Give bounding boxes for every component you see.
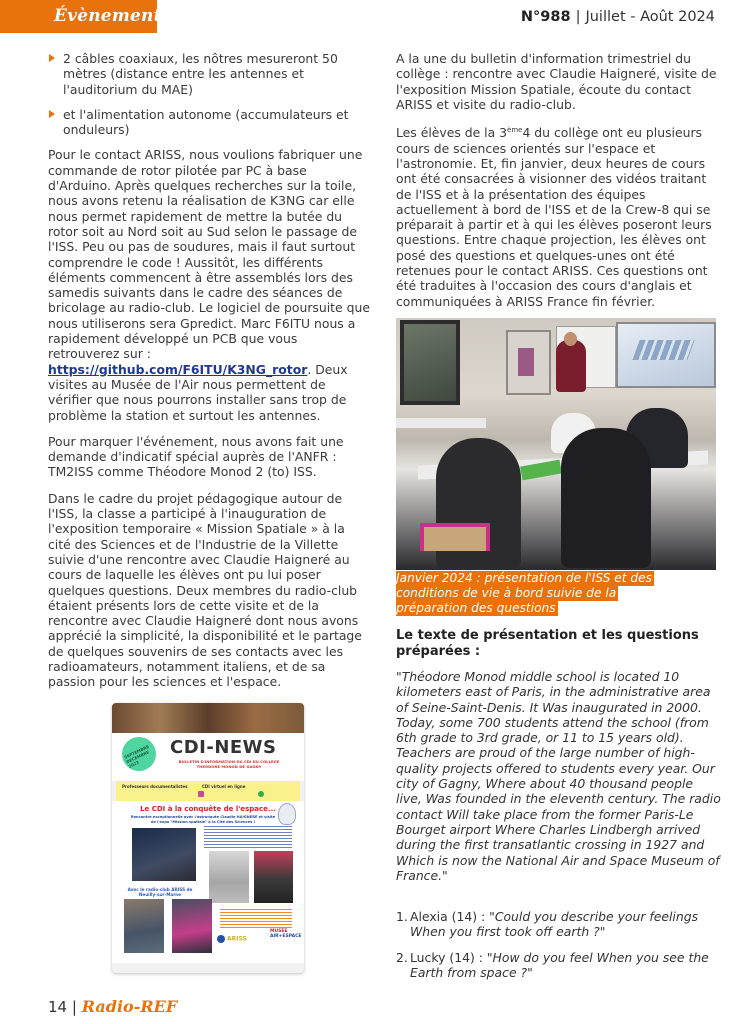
question-author: Alexia (14) : — [410, 909, 490, 924]
newsletter-title: CDI-NEWS — [170, 737, 277, 758]
question-item: 2. Lucky (14) : "How do you feel When you see the Earth from space ?" — [396, 949, 709, 980]
issue-separator: | — [575, 9, 581, 25]
newsletter-orange-text — [220, 909, 292, 929]
page-footer — [48, 997, 177, 1016]
photo-students-expo — [254, 851, 293, 903]
bullet-text: 2 câbles coaxiaux, les nôtres mesureront 50 mètres (distance entre les antennes et l'auditorium du MAE) — [63, 51, 338, 97]
issue-date: Juillet - Août 2024 — [585, 9, 715, 25]
triangle-bullet-icon — [49, 54, 55, 62]
newsletter-subheadline: Rencontre exceptionnelle avec l'astronaute Claudie HAIGNERE et visite de l'expo "Mission spatiale" à la Cité des Sciences ! — [130, 815, 276, 824]
issue-number: N°988 — [520, 9, 571, 25]
paragraph-bulletin: A la une du bulletin d'information trimestriel du collège : rencontre avec Claudie Haigneré, visite de l'exposition Mission Spatiale, écoute du contact ARISS et visite du radio-club. — [396, 51, 717, 112]
bullet-item — [48, 51, 370, 97]
photo-haignere — [132, 828, 196, 881]
iss-diagram — [632, 340, 694, 360]
question-text: "How do you feel When you see the Earth from space ?" — [410, 949, 709, 980]
questions-list — [396, 909, 722, 990]
question-text: "Could you describe your feelings When you first took off earth ?" — [410, 909, 699, 940]
photo-teacher-head — [564, 332, 577, 346]
page-number: 14 — [48, 998, 68, 1016]
photo-window — [400, 320, 460, 405]
radio-club-caption: Avec le radio-club ARISS de Neuilly-sur-Marne — [127, 887, 193, 897]
photo-desk — [396, 418, 486, 428]
paragraph-mission-spatiale: Dans le cadre du projet pédagogique autour de l'ISS, la classe a participé à l'inauguration de l'exposition temporaire « Mission Spatiale » à la cité des Sciences et de l'Industrie de la Villette suivie d'une rencontre avec Claudie Haigneré au cours de laquelle les élèves ont pu lui poser quelques questions. Deux membres du radio-club étaient présents lors de cette visite et de la rencontre avec Claudie Haigneré dont nous avons apprécié la simplicité, la disponibilité et le partage de quelques souvenirs de ses contacts avec les radioamateurs, notamment italiens, et de sa passion pour les sciences et l'espace. — [48, 490, 362, 690]
portal-icon — [258, 791, 264, 797]
photo-teacher — [556, 340, 586, 392]
newsletter-text-block — [204, 826, 292, 848]
paragraph-text: . Deux visites au Musée de l'Air nous permettent de vérifier que nous pourrons installer sans trop de problème la station et surtout les antennes. — [48, 361, 348, 423]
newsletter-subtitle: BULLETIN D'INFORMATION DU CDI DU COLLEGE THEODORE MONOD DE GAGNY — [178, 759, 280, 769]
paragraph-classes: Les élèves de la 3ème4 du collège ont eu plusieurs cours de sciences orientés sur l'espace et l'astronomie. Et, fin janvier, deux heures de cours ont été consacrées à visionner des vidéos traitant de l'ISS et à la présentation des équipes actuellement à bord de l'ISS et de la Crew-8 qui se préparait à partir et à qui les élèves poseront leurs questions. Entre chaque projection, les élèves ont posé des questions et quelques-unes ont été retenues pour le contact ARISS. Ces questions ont été traduites à l'occasion des cours d'anglais et communiquées à ARISS France fin février. — [396, 125, 712, 309]
info-left: Professeurs documentalistes — [122, 784, 188, 789]
question-item: 1. Alexia (14) : "Could you describe your feelings When you first took off earth ?" — [396, 909, 699, 940]
newsletter-info-bar — [116, 781, 300, 801]
bullet-item — [48, 107, 370, 138]
info-right: CDI virtuel en ligne — [202, 784, 246, 789]
newsletter-body — [112, 801, 304, 963]
library-banner-photo — [112, 703, 304, 733]
section-tag: Évènementiel — [0, 0, 157, 33]
section-subheading: Le texte de présentation et les questions préparées : — [396, 628, 699, 659]
cdi-news-newsletter-image — [112, 703, 304, 973]
magazine-brand: Radio-REF — [81, 997, 178, 1016]
presentation-quote: "Théodore Monod middle school is located 10 kilometers east of Paris, in the administrative area of Seine-Saint-Denis. It Was inaugurated in 2000. Today, some 700 students attend the school (from 6th grade to 3rd grade, or 11 to 15 years old). Teachers are proud of the large number of high-quality projects offered to students every year. Our city of Gagny, Where about 40 thousand people live, Was founded in the eleventh century. The radio contact Will take place from the former Paris-Le Bourget airport Where Charles Lindbergh arrived during the first transatlantic crossing in 1927 and Which is now the National Air and Space Museum of France." — [396, 669, 721, 883]
footer-separator: | — [71, 998, 77, 1016]
triangle-bullet-icon — [49, 110, 55, 118]
bullet-text: et l'alimentation autonome (accumulateurs et onduleurs) — [63, 106, 349, 138]
newsletter-headline: Le CDI à la conquête de l'espace... — [140, 805, 276, 813]
paragraph-text: Pour le contact ARISS, nous voulions fabriquer une commande de rotor pilotée par PC à base d'Arduino. Après quelques recherches sur la toile, nous avons retenu la réalisation de K3NG car elle nous permet rapidement de mettre la butée du rotor soit au Nord soit au Sud selon le passage de l'ISS. Peu ou pas de soudures, mais il faut surtout comprendre le code ! Aussitôt, les différents éléments commencent à être assemblés lors des samedis suivants dans le cadre des séances de bricolage au radio-club. Le logiciel de poursuite que nous utiliserons sera Gpredict. Marc F6ITU nous a rapidement développé un PCB que vous retrouverez sur : — [48, 147, 370, 362]
paragraph-callsign: Pour marquer l'événement, nous avons fait une demande d'indicatif spécial auprès de l'ANFR : TM2ISS comme Théodore Monod 2 (to) ISS. — [48, 433, 344, 480]
photo-radio-club-1 — [124, 899, 164, 953]
musee-air-espace-logo: MUSÉE AIR+ESPACE — [270, 929, 302, 939]
photo-student — [561, 428, 651, 568]
left-column — [48, 51, 370, 701]
right-column — [396, 51, 722, 320]
date-badge: SEPTEMBRE DECEMBRE 2023 — [122, 737, 156, 771]
newsletter-header — [112, 733, 304, 781]
photo-radio-club-2 — [172, 899, 212, 953]
question-author: Lucky (14) : — [410, 949, 487, 965]
issue-info — [521, 9, 715, 25]
ariss-globe-icon — [217, 935, 225, 943]
ariss-logo: ARISS — [217, 935, 247, 943]
photo-spacesuit — [209, 851, 249, 903]
photo-caption: Janvier 2024 : présentation de l'ISS et des conditions de vie à bord suivie de la préparation des questions — [396, 571, 653, 615]
instagram-icon — [198, 791, 204, 797]
photo-chair — [420, 523, 490, 551]
astronaut-icon — [278, 803, 296, 825]
github-link[interactable]: https://github.com/F6ITU/K3NG_rotor — [48, 361, 308, 377]
paragraph-rotor — [48, 147, 370, 422]
classroom-photo — [396, 318, 716, 570]
photo-poster — [518, 348, 534, 376]
